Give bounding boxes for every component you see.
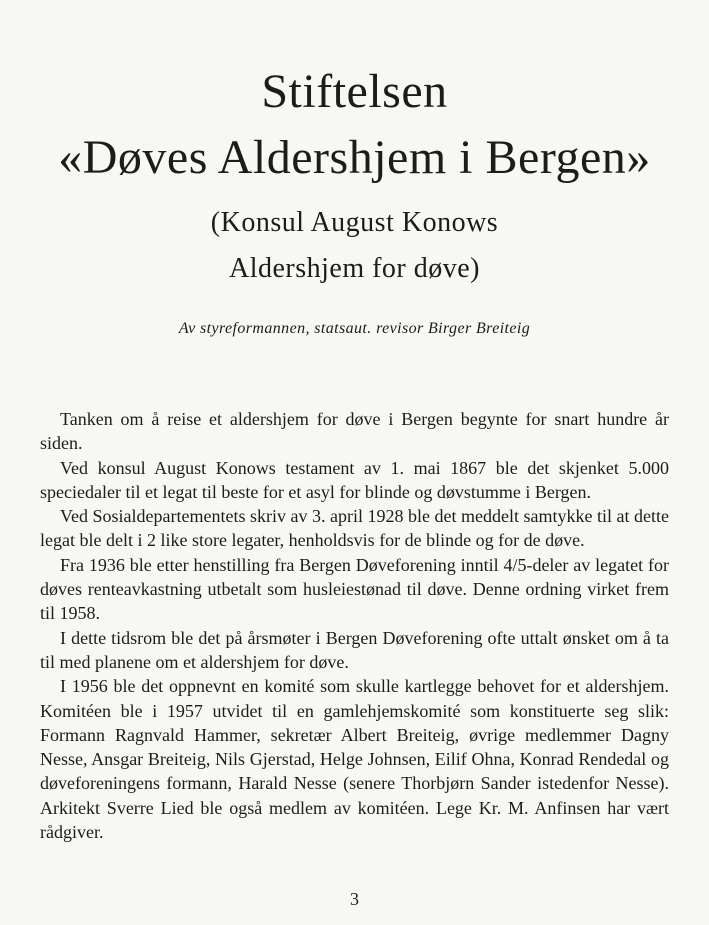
paragraph: Fra 1936 ble etter henstilling fra Bergen Døveforening inntil 4/5-deler av legatet for døves renteavkastning utbetalt som husleiestønad til døve. Denne ordning virket frem til 1958. [40,554,669,624]
title-line-1: Stiftelsen [261,65,448,118]
body-text [40,407,669,844]
paragraph: Ved konsul August Konows testament av 1. mai 1867 ble det skjenket 5.000 speciedaler til et legat til beste for et asyl for blinde og døvstumme i Bergen. [40,457,669,502]
paragraph: I 1956 ble det oppnevnt en komité som skulle kartlegge behovet for et aldershjem. Komitéen ble i 1957 utvidet til en gamlehjemskomité som konstituerte seg slik: Formann Ragnvald Hammer, sekretær Albert Breiteig, øvrige medlemmer Dagny Nesse, Ansgar Breiteig, Nils Gjerstad, Helge Johnsen, Eilif Ohna, Konrad Rendedal og døveforeningens formann, Harald Nesse (senere Thorbjørn Sander istedenfor Nesse). Arkitekt Sverre Lied ble også medlem av komitéen. Lege Kr. M. Anfinsen har vært rådgiver. [40,676,669,843]
byline: Av styreformannen, statsaut. revisor Birger Breiteig [178,320,531,337]
subtitle-line-2: Aldershjem for døve) [228,253,481,284]
title-line-2: «Døves Aldershjem i Bergen» [58,131,651,184]
paragraph: I dette tidsrom ble det på årsmøter i Bergen Døveforening ofte uttalt ønsket om å ta til med planene om et aldershjem for døve. [40,627,669,672]
paragraph: Ved Sosialdepartementets skriv av 3. april 1928 ble det meddelt samtykke til at dette legat ble delt i 2 like store legater, henholdsvis for de blinde og for de døve. [40,506,669,551]
subtitle-line-1: (Konsul August Konows [210,207,499,238]
paragraph: Tanken om å reise et aldershjem for døve i Bergen begynte for snart hundre år siden. [40,409,669,454]
page-number: 3 [350,889,359,909]
